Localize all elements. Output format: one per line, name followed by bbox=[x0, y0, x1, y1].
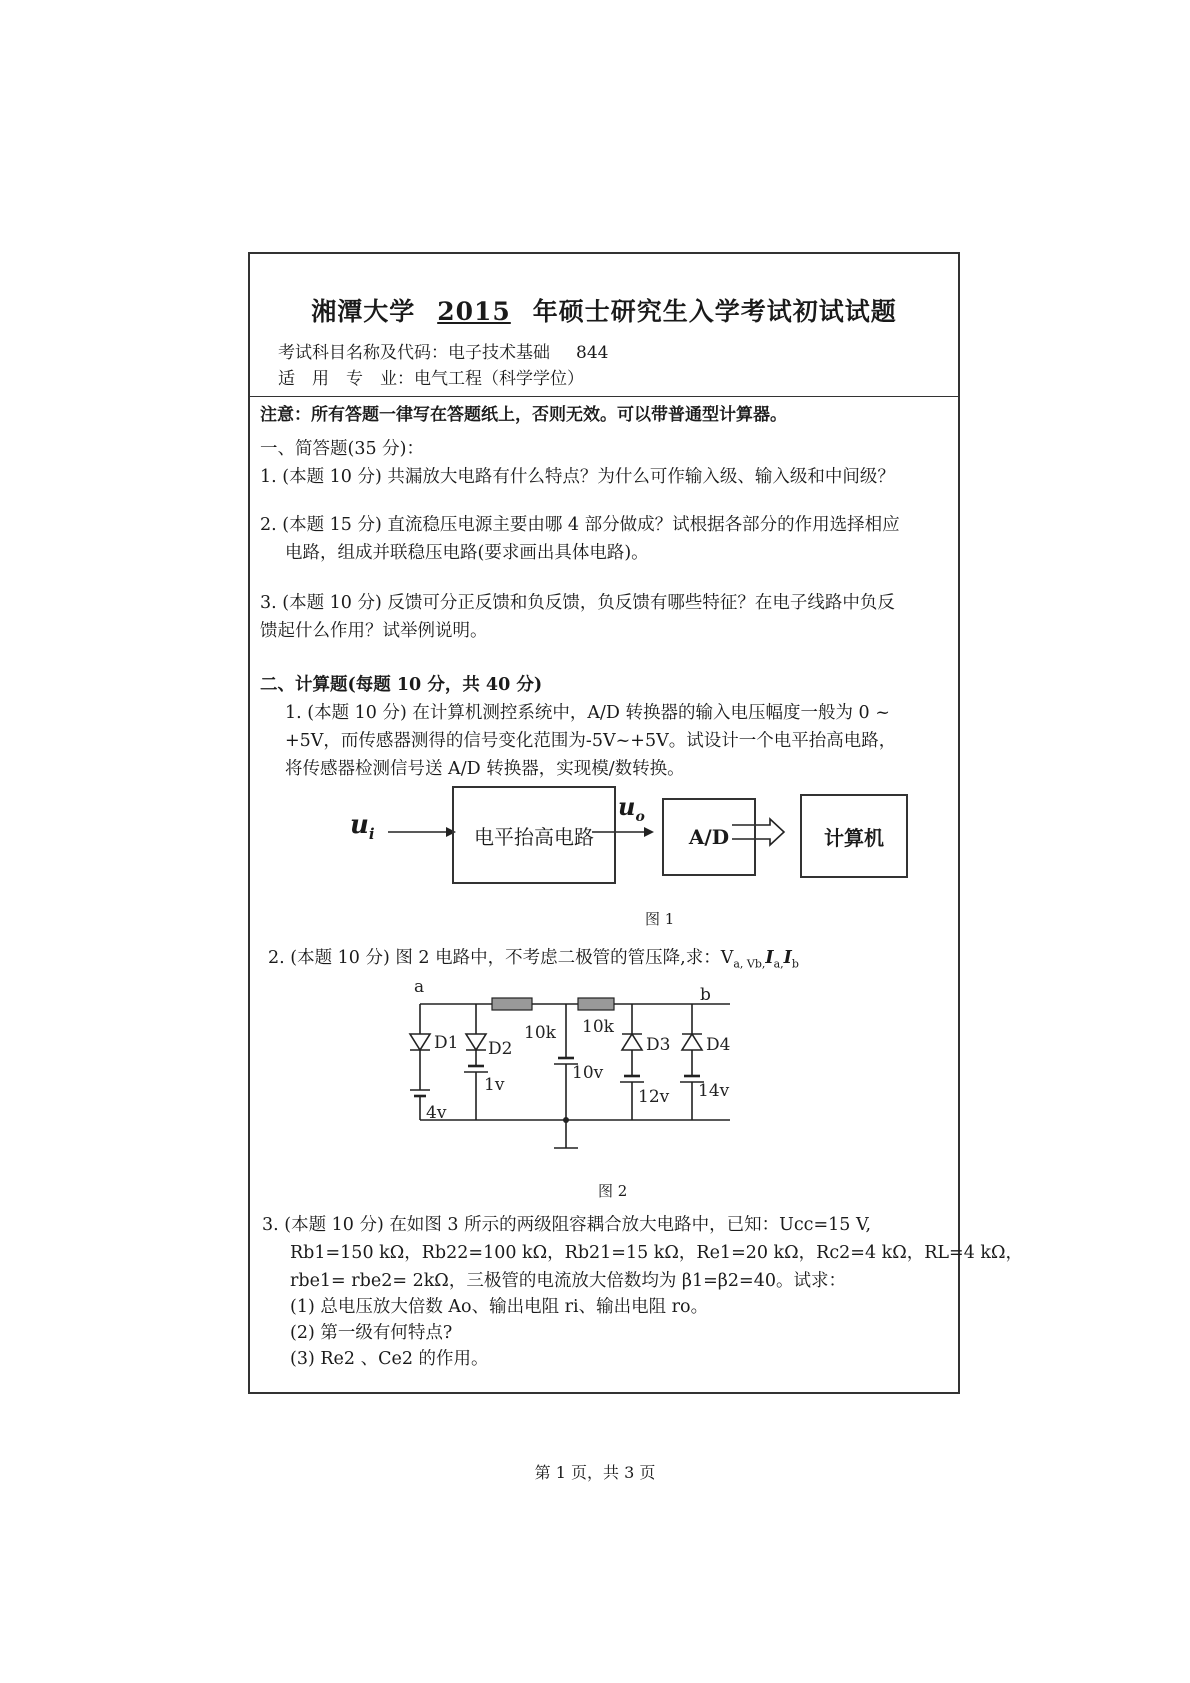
output-signal-label bbox=[618, 792, 645, 825]
q2-var-a: a, V bbox=[733, 957, 755, 971]
q2-current-i: I bbox=[765, 948, 774, 968]
q2-var-b: b, bbox=[754, 957, 766, 971]
r1-label: 10k bbox=[524, 1023, 556, 1043]
r2-label: 10k bbox=[582, 1017, 614, 1037]
section1-q1: 1. (本题 10 分) 共漏放大电路有什么特点？为什么可作输入级、输入级和中间级？ bbox=[260, 467, 895, 487]
d3-label: D3 bbox=[646, 1035, 671, 1055]
d4-label: D4 bbox=[706, 1035, 731, 1055]
d2-label: D2 bbox=[488, 1039, 513, 1059]
output-signal-u: u bbox=[618, 792, 636, 821]
exam-title bbox=[250, 292, 958, 328]
q2-current-b: b bbox=[791, 957, 799, 971]
subject-code: 844 bbox=[576, 343, 609, 363]
d1-label: D1 bbox=[434, 1033, 459, 1053]
input-signal-u: u bbox=[350, 810, 369, 840]
arrow-mid-head bbox=[644, 827, 654, 837]
v1-label: 1v bbox=[484, 1075, 505, 1095]
section1-q2-line2: 电路，组成并联稳压电路(要求画出具体电路)。 bbox=[285, 543, 649, 563]
ground-node bbox=[563, 1117, 569, 1123]
title-suffix: 年硕士研究生入学考试初试试题 bbox=[532, 297, 897, 326]
q2-current-a: a, bbox=[773, 957, 784, 971]
diode-d2 bbox=[466, 1034, 486, 1050]
figure-2-circuit bbox=[400, 980, 780, 1180]
section2-q3-sub3: (3) Re2 、Ce2 的作用。 bbox=[290, 1349, 489, 1369]
section2-q3-line1: 3. (本题 10 分) 在如图 3 所示的两级阻容耦合放大电路中，已知：Ucc=15 V, bbox=[262, 1215, 872, 1235]
diode-d4 bbox=[682, 1034, 702, 1050]
subject-line bbox=[278, 338, 608, 363]
v10-label: 10v bbox=[572, 1063, 604, 1083]
section1-q2-line1: 2. (本题 15 分) 直流稳压电源主要由哪 4 部分做成？试根据各部分的作用选择相应 bbox=[260, 515, 900, 535]
section1-q3-line2: 馈起什么作用？试举例说明。 bbox=[260, 621, 488, 641]
subject-name: 考试科目名称及代码：电子技术基础 bbox=[278, 343, 550, 363]
figure-1-caption: 图 1 bbox=[645, 910, 675, 928]
title-prefix: 湘潭大学 bbox=[311, 297, 416, 326]
section2-q1-line2: +5V，而传感器测得的信号变化范围为-5V~+5V。试设计一个电平抬高电路， bbox=[285, 731, 897, 751]
notice: 注意：所有答题一律写在答题纸上，否则无效。可以带普通型计算器。 bbox=[260, 405, 787, 425]
header-divider bbox=[250, 396, 958, 397]
diode-d3 bbox=[622, 1034, 642, 1050]
q2-current-i2: I bbox=[783, 948, 792, 968]
diode-d1 bbox=[410, 1034, 430, 1050]
page-footer: 第 1 页，共 3 页 bbox=[534, 1463, 656, 1482]
section2-q3-line2: Rb1=150 kΩ，Rb22=100 kΩ，Rb21=15 kΩ，Re1=20 kΩ，Rc2=4 kΩ，RL=4 kΩ， bbox=[290, 1243, 1024, 1263]
major-line: 适 用 专 业：电气工程（科学学位） bbox=[278, 369, 584, 389]
section2-q1-line3: 将传感器检测信号送 A/D 转换器，实现模/数转换。 bbox=[285, 759, 685, 779]
section2-q1-line1: 1. (本题 10 分) 在计算机测控系统中，A/D 转换器的输入电压幅度一般为 0 ~ bbox=[285, 703, 890, 723]
node-b-label: b bbox=[700, 985, 711, 1005]
input-signal-sub: i bbox=[368, 825, 375, 844]
section2-q3-line3: rbe1= rbe2= 2kΩ，三极管的电流放大倍数均为 β1=β2=40。试求： bbox=[290, 1271, 846, 1291]
node-a-label: a bbox=[414, 980, 425, 997]
block-computer: 计算机 bbox=[800, 794, 908, 878]
exam-year: 2015 bbox=[437, 297, 511, 326]
v12-label: 12v bbox=[638, 1087, 670, 1107]
section2-q3-sub2: (2) 第一级有何特点? bbox=[290, 1323, 453, 1343]
resistor-2 bbox=[578, 998, 614, 1010]
section2-title: 二、计算题(每题 10 分，共 40 分) bbox=[260, 675, 543, 695]
resistor-1 bbox=[492, 998, 532, 1010]
v4-label: 4v bbox=[426, 1103, 447, 1123]
figure-2-caption: 图 2 bbox=[598, 1182, 628, 1200]
section2-q3-sub1: (1) 总电压放大倍数 Ao、输出电阻 ri、输出电阻 ro。 bbox=[290, 1297, 709, 1317]
section1-title: 一、简答题(35 分)： bbox=[260, 439, 424, 459]
block-ad: A/D bbox=[662, 798, 756, 876]
section2-q2-text: 2. (本题 10 分) 图 2 电路中，不考虑二极管的管压降,求：V bbox=[268, 948, 734, 968]
output-signal-sub: o bbox=[635, 808, 645, 825]
section1-q3-line1: 3. (本题 10 分) 反馈可分正反馈和负反馈，负反馈有哪些特征？在电子线路中负反 bbox=[260, 593, 895, 613]
block-level-shift: 电平抬高电路 bbox=[452, 786, 616, 884]
v14-label: 14v bbox=[698, 1081, 730, 1101]
section2-q2 bbox=[268, 945, 799, 978]
